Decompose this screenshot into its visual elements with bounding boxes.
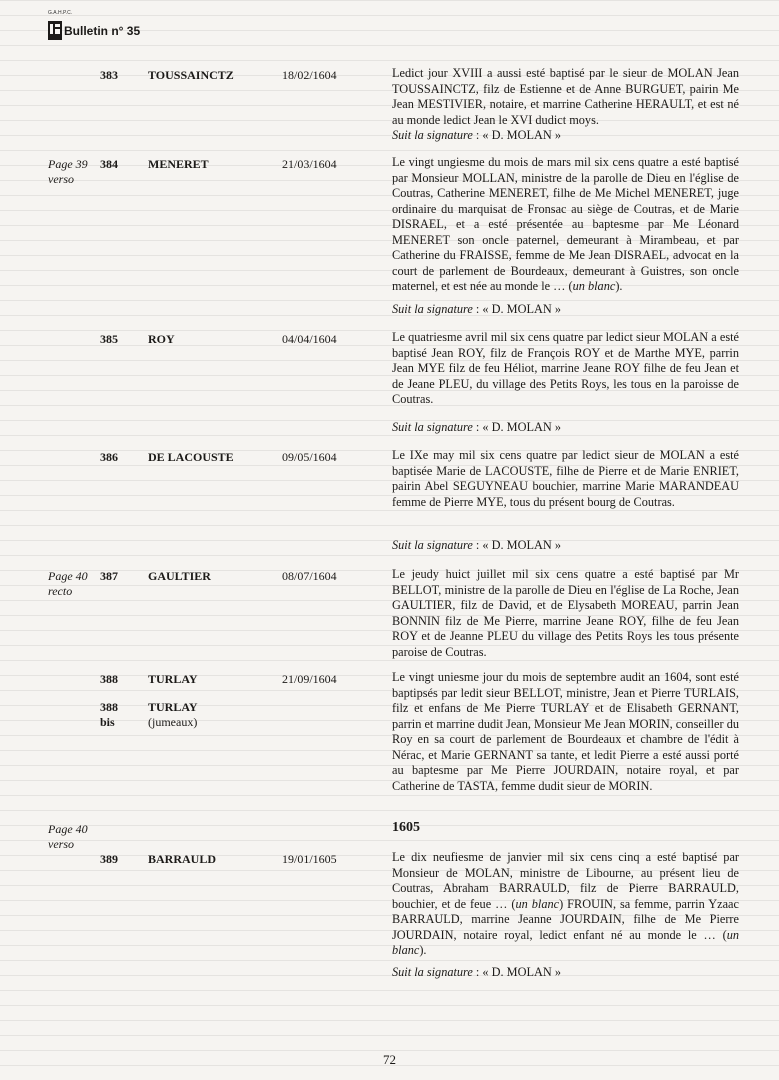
entry-date: 18/02/1604 [282, 68, 337, 82]
entry-text: Le vingt ungiesme du mois de mars mil six cens quatre a esté baptisé par Monsieur MOLLAN, ministre de la parolle de Dieu en l'église de Coutras, Catherine MENERET, filhe de Me Michel MENERET, juge ordinaire du marquisat de Fronsac au siège de Coutras, et de Marie DISRAEL, et a esté présentée au baptesme par Me Léonard MENERET son oncle paternel, demeurant à Mirambeau, et par Catherine du FRAISSE, femme de Me Jean DISRAEL, advocat en la court de parlement de Bourdeaux, demeurant à Guistres, son oncle maternel, et est née au monde le … (un blanc). [392, 155, 739, 293]
entry-number-bis: 388 [100, 700, 118, 714]
entry-signature: Suit la signature : « D. MOLAN » [392, 128, 561, 142]
entry-number: 386 [100, 450, 118, 464]
entry-name: MENERET [148, 157, 209, 171]
page-reference: Page 40 [48, 822, 88, 836]
entry-twins-label: (jumeaux) [148, 715, 198, 729]
page-side: verso [48, 172, 74, 186]
entry-number: 384 [100, 157, 118, 171]
entry-number: 383 [100, 68, 118, 82]
page-side: verso [48, 837, 74, 851]
entry-text: Le jeudy huict juillet mil six cens quatre a esté baptisé par Mr BELLOT, ministre de la parolle de Dieu en l'église de La Roche, Jean GAULTIER, filz de David, et de Elysabeth MOREAU, parrin Jean BONNIN filz de Me Pierre, marrine Jeane ROY, filhe de feu Jean ROY et de Jeanne PLEU du village des Petits Roys les tous présente paroise de Coutras. [392, 567, 739, 659]
entry-bis-label: bis [100, 715, 115, 729]
entry-date: 08/07/1604 [282, 569, 337, 583]
entry-signature: Suit la signature : « D. MOLAN » [392, 538, 561, 552]
entry-name: BARRAULD [148, 852, 217, 866]
entry-name: TOUSSAINCTZ [148, 68, 234, 82]
entry-signature: Suit la signature : « D. MOLAN » [392, 965, 561, 979]
logo-caption: G.A.H.P.C. [48, 10, 73, 16]
bulletin-title: Bulletin n° 35 [64, 24, 141, 38]
entry-number: 387 [100, 569, 118, 583]
entry-text: Ledict jour XVIII a aussi esté baptisé par le sieur de MOLAN Jean TOUSSAINCTZ, filz de Estienne et de Anne BURGUET, pairin Me Jean MESTIVIER, notaire, et marrine Catherine HERAULT, et est né au monde ledict Jean le XVI dudict moys. [392, 66, 739, 127]
entry-date: 09/05/1604 [282, 450, 337, 464]
entry-signature: Suit la signature : « D. MOLAN » [392, 420, 561, 434]
bulletin-logo-icon [48, 18, 62, 40]
entry-text: Le quatriesme avril mil six cens quatre par ledict sieur MOLAN a esté baptisé Jean ROY, filz de François ROY et de Marthe MYE, parrin Jean MYE filz de feu Héliot, marrine Jeane ROY filhe de feu Jean et de Jeane PLEU, du village des Petits Roys, les tous en la paroisse de Coutras. [392, 330, 739, 406]
entry-number: 385 [100, 332, 118, 346]
page-number: 72 [383, 1052, 396, 1067]
entry-name: TURLAY [148, 672, 198, 686]
entry-date: 19/01/1605 [282, 852, 337, 866]
entry-text: Le IXe may mil six cens quatre par ledict sieur de MOLAN a esté baptisée Marie de LACOUSTE, filhe de Pierre et de Marie ENRIET, pairin Abel SEGUYNEAU bouchier, marrine Marie MARANDEAU femme de Pierre MYE, tous du présent bourg de Coutras. [392, 448, 739, 509]
page-side: recto [48, 584, 73, 598]
entry-date: 04/04/1604 [282, 332, 337, 346]
entry-name: ROY [148, 332, 175, 346]
year-heading: 1605 [392, 820, 420, 835]
entry-text: Le vingt uniesme jour du mois de septembre audit an 1604, sont esté baptipsés par ledit sieur BELLOT, ministre, Jean et Pierre TURLAIS, filz et enfans de Me Pierre TURLAY et de Elisabeth GERNANT, parrin et marrine dudit Jean, Monsieur Me Jean MORIN, conseiller du Roy en sa court de parlement de Bourdeaux et chambre de l'édit à Nérac, et Marie GERNANT sa tante, et ledit Pierre a esté aussi porté au baptesme par Me Pierre JOURDAIN, notaire royal, et par Catherine de TASTA, femme dudit sieur de MORIN. [392, 670, 739, 793]
entry-name: DE LACOUSTE [148, 450, 234, 464]
entry-number: 388 [100, 672, 118, 686]
entry-signature: Suit la signature : « D. MOLAN » [392, 302, 561, 316]
entry-text: Le dix neufiesme de janvier mil six cens cinq a esté baptisé par Monsieur de MOLAN, ministre de Libourne, au présent lieu de Coutras, Abraham BARRAULD, filz de Pierre BARRAULD, bouchier, et de feue … (un blanc) FROUIN, sa femme, parrin Yzaac BARRAULD, marrine Jeanne JOURDAIN, filhe de Me Pierre JOURDAIN, notaire royal, ledict enfant né au monde le … (un blanc). [392, 850, 739, 957]
entry-date: 21/03/1604 [282, 157, 337, 171]
page-reference: Page 40 [48, 569, 88, 583]
entry-number: 389 [100, 852, 118, 866]
entry-name: GAULTIER [148, 569, 211, 583]
entry-name-bis: TURLAY [148, 700, 198, 714]
page-reference: Page 39 [48, 157, 88, 171]
entry-date: 21/09/1604 [282, 672, 337, 686]
